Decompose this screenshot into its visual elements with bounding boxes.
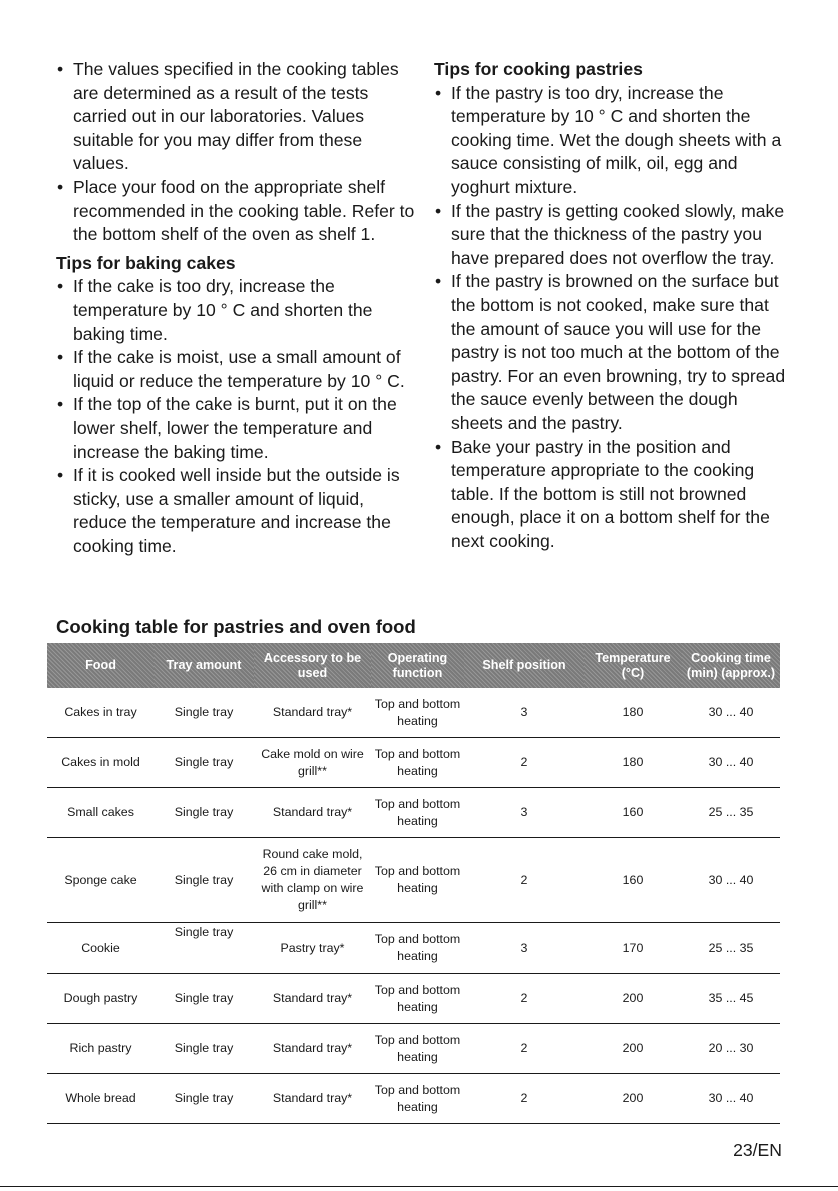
page-number: 23/EN	[733, 1140, 782, 1160]
list-item: • If the pastry is too dry, increase the temperature by 10 ° C and shorten the cooking time. Wet the dough sheets with a sauce consisting of milk, oil, egg and yoghurt mixture.	[434, 82, 794, 200]
cakes-tips-list	[56, 275, 418, 558]
cell-time: 30 ... 40	[682, 688, 780, 738]
cell-tray: Single tray	[154, 838, 254, 923]
list-item: • The values specified in the cooking tables are determined as a result of the tests carried out in our laboratories. Values suitable for you may differ from these values.	[56, 58, 418, 176]
cell-accessory: Standard tray*	[254, 974, 371, 1024]
table-row	[47, 688, 780, 738]
list-item: • If the cake is too dry, increase the temperature by 10 ° C and shorten the baking time.	[56, 275, 418, 346]
cell-tray: Single tray	[154, 738, 254, 788]
cell-shelf: 3	[464, 923, 584, 974]
cell-food: Cakes in mold	[47, 738, 154, 788]
cell-tray: Single tray	[154, 1024, 254, 1074]
cell-time: 30 ... 40	[682, 738, 780, 788]
cell-accessory: Pastry tray*	[254, 923, 371, 974]
cell-shelf: 3	[464, 688, 584, 738]
table-row	[47, 838, 780, 923]
cell-tray: Single tray	[154, 974, 254, 1024]
cell-food: Cakes in tray	[47, 688, 154, 738]
list-item: • If the pastry is getting cooked slowly, make sure that the thickness of the pastry you have prepared does not overflow the tray.	[434, 200, 794, 271]
cell-temperature: 200	[584, 1074, 682, 1124]
table-row	[47, 1024, 780, 1074]
header-shelf: Shelf position	[464, 643, 584, 688]
cell-accessory: Standard tray*	[254, 688, 371, 738]
table-row	[47, 1074, 780, 1124]
cell-time: 25 ... 35	[682, 923, 780, 974]
cell-function: Top and bottom heating	[371, 688, 464, 738]
cell-accessory: Standard tray*	[254, 1024, 371, 1074]
cell-function: Top and bottom heating	[371, 788, 464, 838]
table-header-row	[47, 643, 780, 688]
bottom-divider	[0, 1186, 838, 1187]
list-item: • Bake your pastry in the position and temperature appropriate to the cooking table. If the bottom is still not browned enough, place it on a bottom shelf for the next cooking.	[434, 436, 794, 554]
cell-tray: Single tray	[154, 788, 254, 838]
cell-accessory: Standard tray*	[254, 1074, 371, 1124]
cell-shelf: 2	[464, 974, 584, 1024]
cell-accessory: Standard tray*	[254, 788, 371, 838]
header-tray-amount: Tray amount	[154, 643, 254, 688]
left-column	[56, 58, 418, 558]
table-row	[47, 738, 780, 788]
pastries-tips-heading: Tips for cooking pastries	[434, 59, 643, 79]
cell-food: Small cakes	[47, 788, 154, 838]
cell-tray: Single tray	[154, 688, 254, 738]
right-column	[434, 58, 794, 553]
cell-accessory: Cake mold on wire grill**	[254, 738, 371, 788]
cell-shelf: 2	[464, 1024, 584, 1074]
cell-time: 20 ... 30	[682, 1024, 780, 1074]
table-row	[47, 788, 780, 838]
cell-function: Top and bottom heating	[371, 1024, 464, 1074]
cell-function: Top and bottom heating	[371, 838, 464, 923]
table-row	[47, 923, 780, 974]
header-temperature: Temperature (°C)	[584, 643, 682, 688]
cell-food: Whole bread	[47, 1074, 154, 1124]
cell-temperature: 200	[584, 974, 682, 1024]
cell-food: Cookie	[47, 923, 154, 974]
header-food: Food	[47, 643, 154, 688]
cell-temperature: 180	[584, 688, 682, 738]
cell-shelf: 2	[464, 738, 584, 788]
cell-temperature: 180	[584, 738, 682, 788]
cell-function: Top and bottom heating	[371, 974, 464, 1024]
cell-shelf: 3	[464, 788, 584, 838]
cell-food: Rich pastry	[47, 1024, 154, 1074]
list-item: • If the cake is moist, use a small amount of liquid or reduce the temperature by 10 ° C.	[56, 346, 418, 393]
cell-tray: Single tray	[154, 1074, 254, 1124]
cell-accessory: Round cake mold, 26 cm in diameter with clamp on wire grill**	[254, 838, 371, 923]
cell-time: 30 ... 40	[682, 1074, 780, 1124]
cell-temperature: 160	[584, 788, 682, 838]
cell-temperature: 170	[584, 923, 682, 974]
cell-temperature: 160	[584, 838, 682, 923]
cooking-table-title: Cooking table for pastries and oven food	[56, 616, 416, 637]
cell-tray	[154, 923, 254, 974]
cell-function: Top and bottom heating	[371, 738, 464, 788]
cell-food: Sponge cake	[47, 838, 154, 923]
list-item: • If it is cooked well inside but the outside is sticky, use a smaller amount of liquid, reduce the temperature and increase the cooking time.	[56, 464, 418, 558]
cell-temperature: 200	[584, 1024, 682, 1074]
header-function: Operating function	[371, 643, 464, 688]
header-accessory: Accessory to be used	[254, 643, 371, 688]
cell-function: Top and bottom heating	[371, 923, 464, 974]
list-item: • If the top of the cake is burnt, put it on the lower shelf, lower the temperature and increase the baking time.	[56, 393, 418, 464]
cakes-tips-heading: Tips for baking cakes	[56, 252, 236, 273]
header-time: Cooking time (min) (approx.)	[682, 643, 780, 688]
general-notes-list	[56, 58, 418, 247]
cell-shelf: 2	[464, 838, 584, 923]
cell-function: Top and bottom heating	[371, 1074, 464, 1124]
table-row	[47, 974, 780, 1024]
cooking-table	[47, 643, 780, 1124]
cell-shelf: 2	[464, 1074, 584, 1124]
list-item: • If the pastry is browned on the surface but the bottom is not cooked, make sure that the amount of sauce you will use for the pastry is not too much at the bottom of the pastry. For an even browning, try to spread the sauce evenly between the dough sheets and the pastry.	[434, 270, 794, 435]
cell-time: 30 ... 40	[682, 838, 780, 923]
list-item: • Place your food on the appropriate shelf recommended in the cooking table. Refer to the bottom shelf of the oven as shelf 1.	[56, 176, 418, 247]
pastries-tips-list	[434, 82, 794, 554]
cell-tray-text: Single tray	[174, 925, 234, 939]
cell-time: 35 ... 45	[682, 974, 780, 1024]
cell-time: 25 ... 35	[682, 788, 780, 838]
cell-food: Dough pastry	[47, 974, 154, 1024]
